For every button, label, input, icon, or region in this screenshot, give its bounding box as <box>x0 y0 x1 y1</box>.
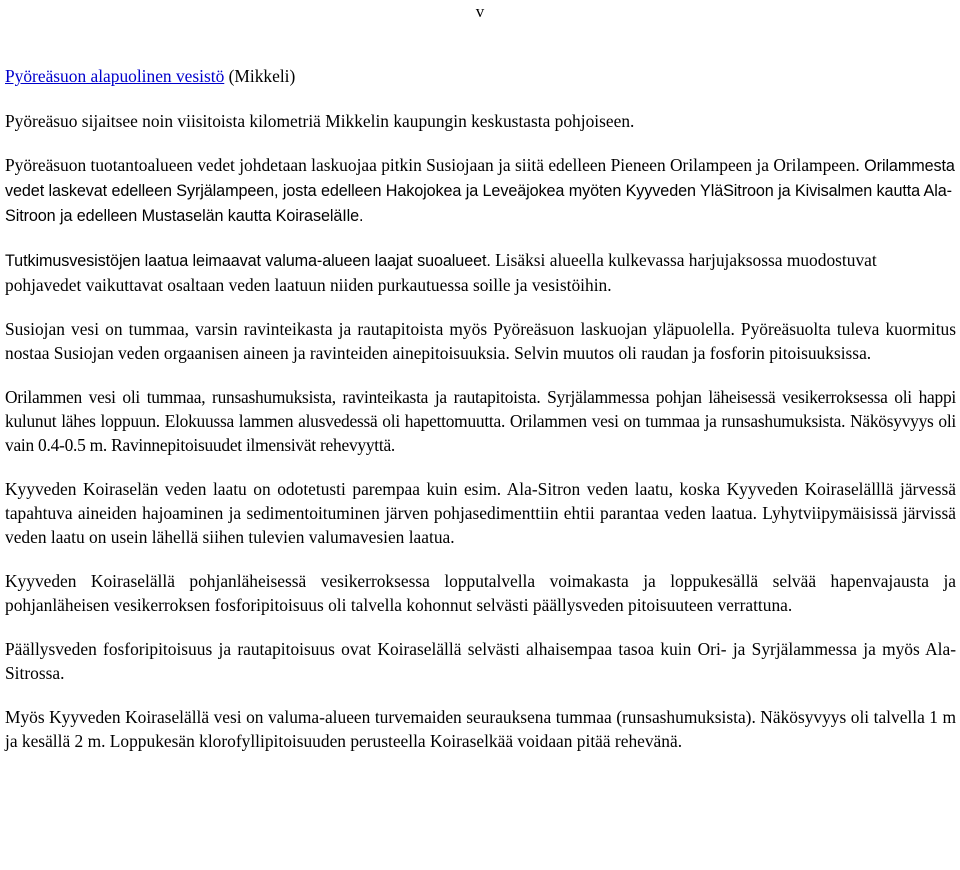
paragraph-water-quality-factors <box>5 248 956 297</box>
paragraph-koiraselka-quality: Kyyveden Koiraselän veden laatu on odotetusti parempaa kuin esim. Ala-Sitron veden laatu, koska Kyyveden Koiraselälllä järvessä tapahtuva aineiden hajoaminen ja sedimentoituminen järven pohjasedimenttiin ehtii parantaa veden laatua. Lyhytviipymäisissä järvissä veden laatu on usein lähellä siihen tulevien valumavesien laatua. <box>5 479 956 547</box>
paragraph-location: Pyöreäsuo sijaitsee noin viisitoista kilometriä Mikkelin kaupungin keskustasta pohjoiseen. <box>5 111 635 131</box>
page-number: v <box>475 2 485 21</box>
paragraph-water-quality-part1: Tutkimusvesistöjen laatua leimaavat valuma-alueen laajat suoalueet. <box>5 252 491 270</box>
paragraph-drainage-part1: Pyöreäsuon tuotantoalueen vedet johdetaan laskuojaa pitkin Susiojaan ja siitä edelleen Pieneen Orilampeen ja Orilampeen. <box>5 155 860 175</box>
paragraph-drainage-part2: Orilammesta vedet laskevat edelleen Syrjälampeen, josta edelleen Hakojokea ja Leveäjokea myöten Kyyveden YläSitroon ja Kivisalmen kautta Ala-Sitroon ja edelleen Mustaselän kautta KoiraseläIle. <box>5 157 955 225</box>
paragraph-orilampi: Orilammen vesi oli tummaa, runsashumuksista, ravinteikasta ja rautapitoista. Syrjälammessa pohjan läheisessä vesikerroksessa oli happi kulunut lähes loppuun. Elokuussa lammen alusvedessä oli hapettomuutta. Orilammen vesi on tummaa ja runsashumuksista. Näkösyvyys oli vain 0.4-0.5 m. Ravinnepitoisuudet ilmensivät rehevyyttä. <box>5 387 956 455</box>
paragraph-koiraselka-oxygen: Kyyveden Koiraselällä pohjanläheisessä vesikerroksessa lopputalvella voimakasta ja loppukesällä selvää hapenvajausta ja pohjanläheisen vesikerroksen fosforipitoisuus oli talvella kohonnut selvästi päällysveden pitoisuuteen verrattuna. <box>5 571 956 615</box>
paragraph-visibility: Myös Kyyveden Koiraselällä vesi on valuma-alueen turvemaiden seurauksena tummaa (runsashumuksista). Näkösyvyys oli talvella 1 m ja kesällä 2 m. Loppukesän klorofyllipitoisuuden perusteella Koiraselkää voidaan pitää rehevänä. <box>5 707 956 751</box>
section-heading <box>5 64 956 88</box>
paragraph-drainage <box>5 153 956 228</box>
paragraph-surface-water: Päällysveden fosforipitoisuus ja rautapitoisuus ovat Koiraselällä selvästi alhaisempaa tasoa kuin Ori- ja Syrjälammessa ja myös Ala-Sitrossa. <box>5 639 956 683</box>
paragraph-water-quality-part2: Lisäksi alueella kulkevassa harjujaksossa muodostuvat pohjavedet vaikuttavat osaltaan veden laatuun niiden purkautuessa soille ja vesistöihin. <box>5 250 877 295</box>
heading-link[interactable]: Pyöreäsuon alapuolinen vesistö <box>5 66 225 86</box>
document-body <box>5 64 956 773</box>
heading-suffix: (Mikkeli) <box>224 66 296 86</box>
paragraph-susioja: Susiojan vesi on tummaa, varsin ravinteikasta ja rautapitoista myös Pyöreäsuon laskuojan yläpuolella. Pyöreäsuolta tuleva kuormitus nostaa Susiojan veden orgaanisen aineen ja ravinteiden ainepitoisuuksia. Selvin muutos oli raudan ja fosforin pitoisuuksissa. <box>5 319 956 363</box>
